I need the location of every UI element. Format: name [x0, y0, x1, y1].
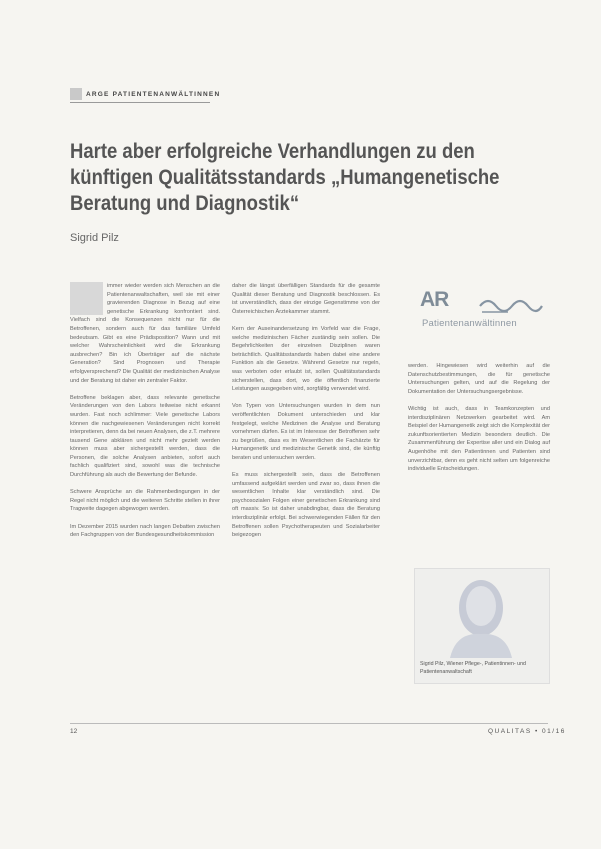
headline-line-3: Beratung und Diagnostik“: [70, 191, 300, 215]
column-3: [408, 362, 550, 482]
column-1: [70, 282, 220, 548]
dropcap-placeholder: [70, 282, 103, 315]
journal-issue: QUALITAS • 01/16: [488, 728, 566, 735]
paragraph: Kern der Auseinandersetzung im Vorfeld war die Frage, welche medizinischen Fächer zuständig sein sollen. Die Begehrlichkeiten der einzelnen Disziplinen waren beträchtlich. Qualitätsstandards haben dabei eine andere Funktion als die Gesetze. Während Gesetze nur regeln, was verboten oder erlaubt ist, sollen Qualitätsstandards sicherstellen, dass dort, wo die öffentlich finanzierte Leistungen ausgegeben wird, sorgfältig verwendet wird.: [232, 325, 380, 393]
paragraph: immer wieder werden sich Menschen an die Patientenanwaltschaften, weil sie mit einer gravierenden Diagnose in Bezug auf eine genetische Erkrankung konfrontiert sind. Vielfach sind die Konsequenzen nicht nur für die Betroffenen, sondern auch für das familiäre Umfeld bedeutsam. Gibt es eine Prädisposition? Wann und mit welcher Wahrscheinlichkeit wird die Erkrankung ausbrechen? Bin ich Überträger auf die nächste Generation? Sind Prognosen und Therapie erfolgversprechend? Die Qualität der medizinischen Analyse und der Beratung ist daher ein zentraler Faktor.: [70, 283, 220, 384]
logo-mark: AR: [420, 288, 449, 311]
paragraph: Im Dezember 2015 wurden nach langen Debatten zwischen den Fachgruppen von der Bundesgesundheitskommission: [70, 523, 220, 539]
arge-logo: [420, 288, 548, 336]
logo-subtitle: Patientenanwältinnen: [422, 318, 517, 329]
paragraph: Schwere Ansprüche an die Rahmenbedingungen in der Regel nicht möglich und die weiteren Schritte stellen in ihrer Tragweite dagegen abgewogen werden.: [70, 489, 220, 513]
paragraph: Von Typen von Untersuchungen wurden in dem nun veröffentlichten Dokument unterschieden und klar festgelegt, welche Medizinen die Analyse und Beratung vornehmen dürfen. Es ist im Interesse der Betroffenen sehr zu begrüßen, dass es im Wesentlichen die Fachärzte für Humangenetik und medizinische Genetik sind, die künftig beraten und untersuchen werden.: [232, 403, 380, 461]
paragraph: Wichtig ist auch, dass in Teamkonzepten und interdisziplinären Netzwerken gearbeitet wird. Am Beispiel der Humangenetik zeigt sich die Komplexität der zukunftsorientierten Medizin besonders deutlich. Die Zusammenführung der Expertise aller und ein Dialog auf Augenhöhe mit den Patientinnen und Patienten sind unverzichtbar, denn es geht nicht selten um folgenreiche individuelle Entscheidungen.: [408, 405, 550, 473]
author-portrait-image: [442, 574, 520, 658]
photo-caption: Sigrid Pilz, Wiener Pflege-, Patientinnen- und Patientenanwaltschaft: [420, 661, 526, 675]
section-tag: [70, 88, 220, 100]
author-name: Sigrid Pilz: [70, 232, 119, 244]
section-divider: [70, 102, 210, 103]
section-tag-label: ARGE PATIENTENANWÄLTINNEN: [86, 90, 221, 98]
headline-line-2: künftigen Qualitätsstandards „Humangenetische: [70, 165, 500, 189]
logo-wave-icon: [478, 296, 544, 316]
paragraph: Es muss sichergestellt sein, dass die Betroffenen umfassend aufgeklärt werden und zwar so, dass ihnen die wesentlichen Inhalte klar verständlich sind. Die psychosozialen Folgen einer genetischen Erkrankung sind oft massiv. So ist daher unabdingbar, dass die Beratung interdisziplinär erfolgt. Bei schwerwiegenden Fällen für den Betroffenen sollen Psychotherapeuten und Sozialarbeiter beigezogen: [232, 472, 380, 539]
column-2: [232, 282, 380, 548]
page-number: 12: [70, 728, 78, 735]
article-headline: [70, 138, 500, 216]
headline-line-1: Harte aber erfolgreiche Verhandlungen zu den: [70, 139, 475, 163]
section-marker-icon: [70, 88, 82, 100]
paragraph: werden. Hingewiesen wird weiterhin auf die Datenschutzbestimmungen, die für genetische Untersuchungen gelten, und auf die Regelung der Dokumentation der Untersuchungsergebnisse.: [408, 363, 550, 395]
paragraph: Betroffene beklagen aber, dass relevante genetische Veränderungen von den Labors teilweise nicht erkannt wurden. Fast noch schlimmer: Viele genetische Labors können die nachgewiesenen Veränderungen nicht korrekt interpretieren, denn da bei neuen Analysen, die z.T. mehrere tausend Gene abklären und nicht mehr gezielt werden können muss aber sichergestellt werden, dass die Personen, die solche Analysen anbieten, sofort auch fachlich qualifiziert sind, sowohl was die technische Durchführung als auch die Bewertung der Befunde.: [70, 394, 220, 479]
paragraph: daher die längst überfälligen Standards für die gesamte Qualität dieser Beratung und Diagnostik beschlossen. Es ist unverständlich, dass der einzige Gegenstimme von der Österreichischen Ärztekammer stammt.: [232, 283, 380, 315]
footer-divider: [70, 723, 548, 724]
